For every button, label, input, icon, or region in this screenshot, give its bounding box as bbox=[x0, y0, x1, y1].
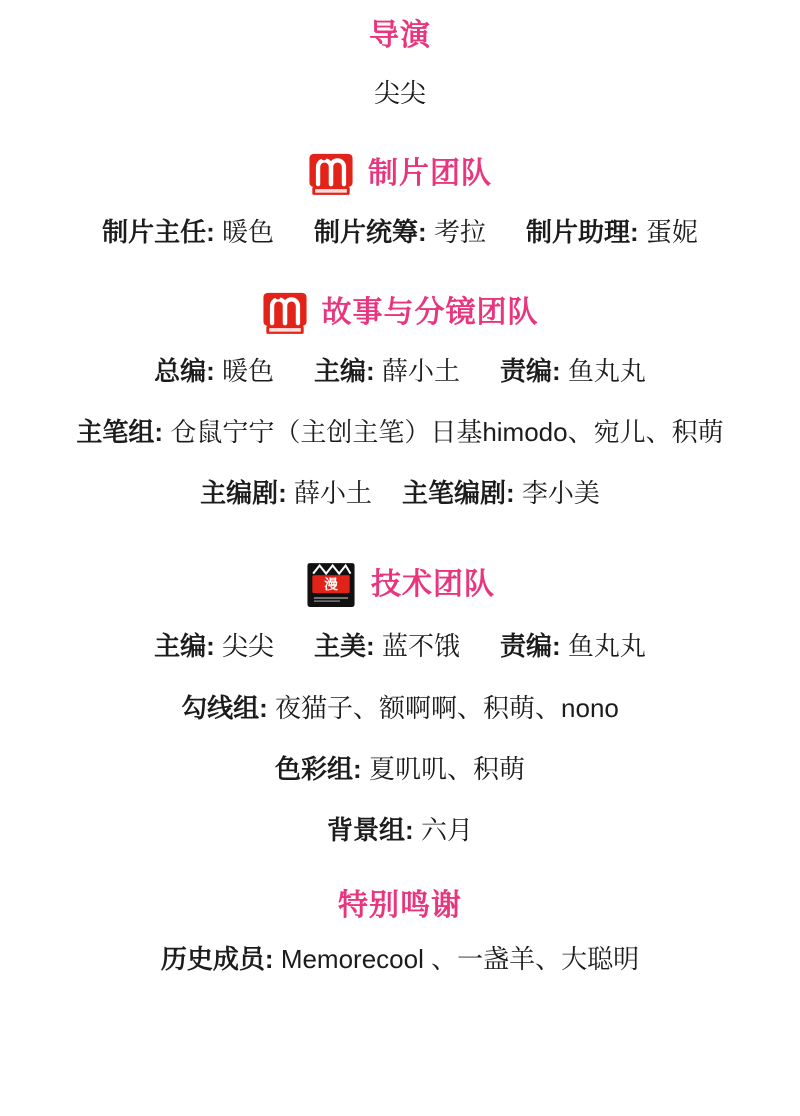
credit-value: 考拉 bbox=[433, 217, 486, 248]
nuannuan-culture-logo bbox=[262, 290, 308, 336]
credit-value: 薛小土 bbox=[293, 478, 372, 509]
credit-value: 蓝不饿 bbox=[381, 631, 460, 662]
credit-item bbox=[154, 629, 274, 664]
section-header-story-storyboard-team bbox=[262, 290, 539, 336]
credit-line-story-editors bbox=[154, 354, 646, 389]
credit-line-background-group bbox=[327, 813, 473, 848]
credit-label: 历史成员: bbox=[160, 943, 274, 974]
section-title-production-team: 制片团队 bbox=[368, 157, 492, 191]
credit-label: 总编: bbox=[154, 356, 215, 387]
credit-item bbox=[314, 215, 486, 250]
credit-label: 主编剧: bbox=[200, 478, 287, 509]
xingqi-manye-logo bbox=[305, 559, 357, 611]
credit-value: 暖色 bbox=[222, 356, 275, 387]
credit-line-lineart-group bbox=[181, 691, 619, 726]
credit-label: 责编: bbox=[499, 631, 561, 662]
credit-value: 夏叽叽、积萌 bbox=[368, 753, 525, 784]
nuannuan-culture-logo bbox=[308, 151, 354, 197]
credit-label: 制片主任: bbox=[102, 217, 215, 248]
credit-value: 薛小土 bbox=[381, 356, 460, 387]
credit-label: 背景组: bbox=[327, 814, 414, 845]
credit-line-screenwriters bbox=[200, 476, 600, 511]
credit-label: 主笔组: bbox=[76, 417, 164, 448]
credit-label: 制片统筹: bbox=[314, 217, 427, 248]
credit-label: 主编: bbox=[154, 631, 215, 662]
credit-item bbox=[200, 476, 372, 511]
credit-value: 仓鼠宁宁（主创主笔）日基himodo、宛儿、积萌 bbox=[170, 417, 724, 448]
credit-value: Memorecool 、一盏羊、大聪明 bbox=[280, 943, 640, 974]
credit-item bbox=[102, 215, 274, 250]
credit-line-color-group bbox=[275, 752, 525, 787]
credit-value: 尖尖 bbox=[373, 78, 426, 108]
credit-value: 蛋妮 bbox=[645, 217, 698, 248]
section-title-story-storyboard-team: 故事与分镜团队 bbox=[321, 296, 539, 330]
credit-value: 暖色 bbox=[222, 217, 275, 248]
credit-item bbox=[314, 354, 460, 389]
credit-item bbox=[314, 629, 460, 664]
credit-value: 夜猫子、额啊啊、积萌、nono bbox=[275, 692, 619, 723]
credit-line-historical-members bbox=[161, 942, 639, 977]
credit-value: 鱼丸丸 bbox=[567, 356, 646, 387]
credit-item bbox=[500, 354, 646, 389]
credit-label: 主美: bbox=[314, 631, 375, 662]
credit-label: 色彩组: bbox=[275, 753, 362, 784]
credit-label: 制片助理: bbox=[525, 217, 639, 248]
credit-line-production-team bbox=[102, 215, 698, 250]
credit-item bbox=[402, 476, 600, 511]
credit-item bbox=[154, 354, 274, 389]
credit-label: 勾线组: bbox=[181, 692, 268, 723]
credit-label: 主编: bbox=[314, 356, 375, 387]
credit-item bbox=[526, 215, 698, 250]
svg-text:漫: 漫 bbox=[324, 577, 338, 594]
section-header-tech-team bbox=[305, 559, 495, 611]
section-title-director: 导演 bbox=[369, 19, 431, 52]
credit-item bbox=[500, 629, 646, 664]
section-title-special-thanks: 特别鸣谢 bbox=[338, 888, 462, 922]
section-header-production-team bbox=[308, 151, 492, 197]
credit-value: 六月 bbox=[420, 814, 473, 845]
credit-value: 李小美 bbox=[521, 478, 600, 509]
credit-value: 鱼丸丸 bbox=[567, 631, 646, 662]
credit-line-tech-leads bbox=[154, 629, 646, 664]
credit-label: 责编: bbox=[499, 356, 561, 387]
credit-label: 主笔编剧: bbox=[402, 478, 515, 509]
credit-line-lead-artists bbox=[76, 415, 723, 450]
credit-line-director bbox=[374, 76, 426, 111]
credit-value: 尖尖 bbox=[222, 631, 275, 662]
section-title-tech-team: 技术团队 bbox=[371, 568, 495, 602]
